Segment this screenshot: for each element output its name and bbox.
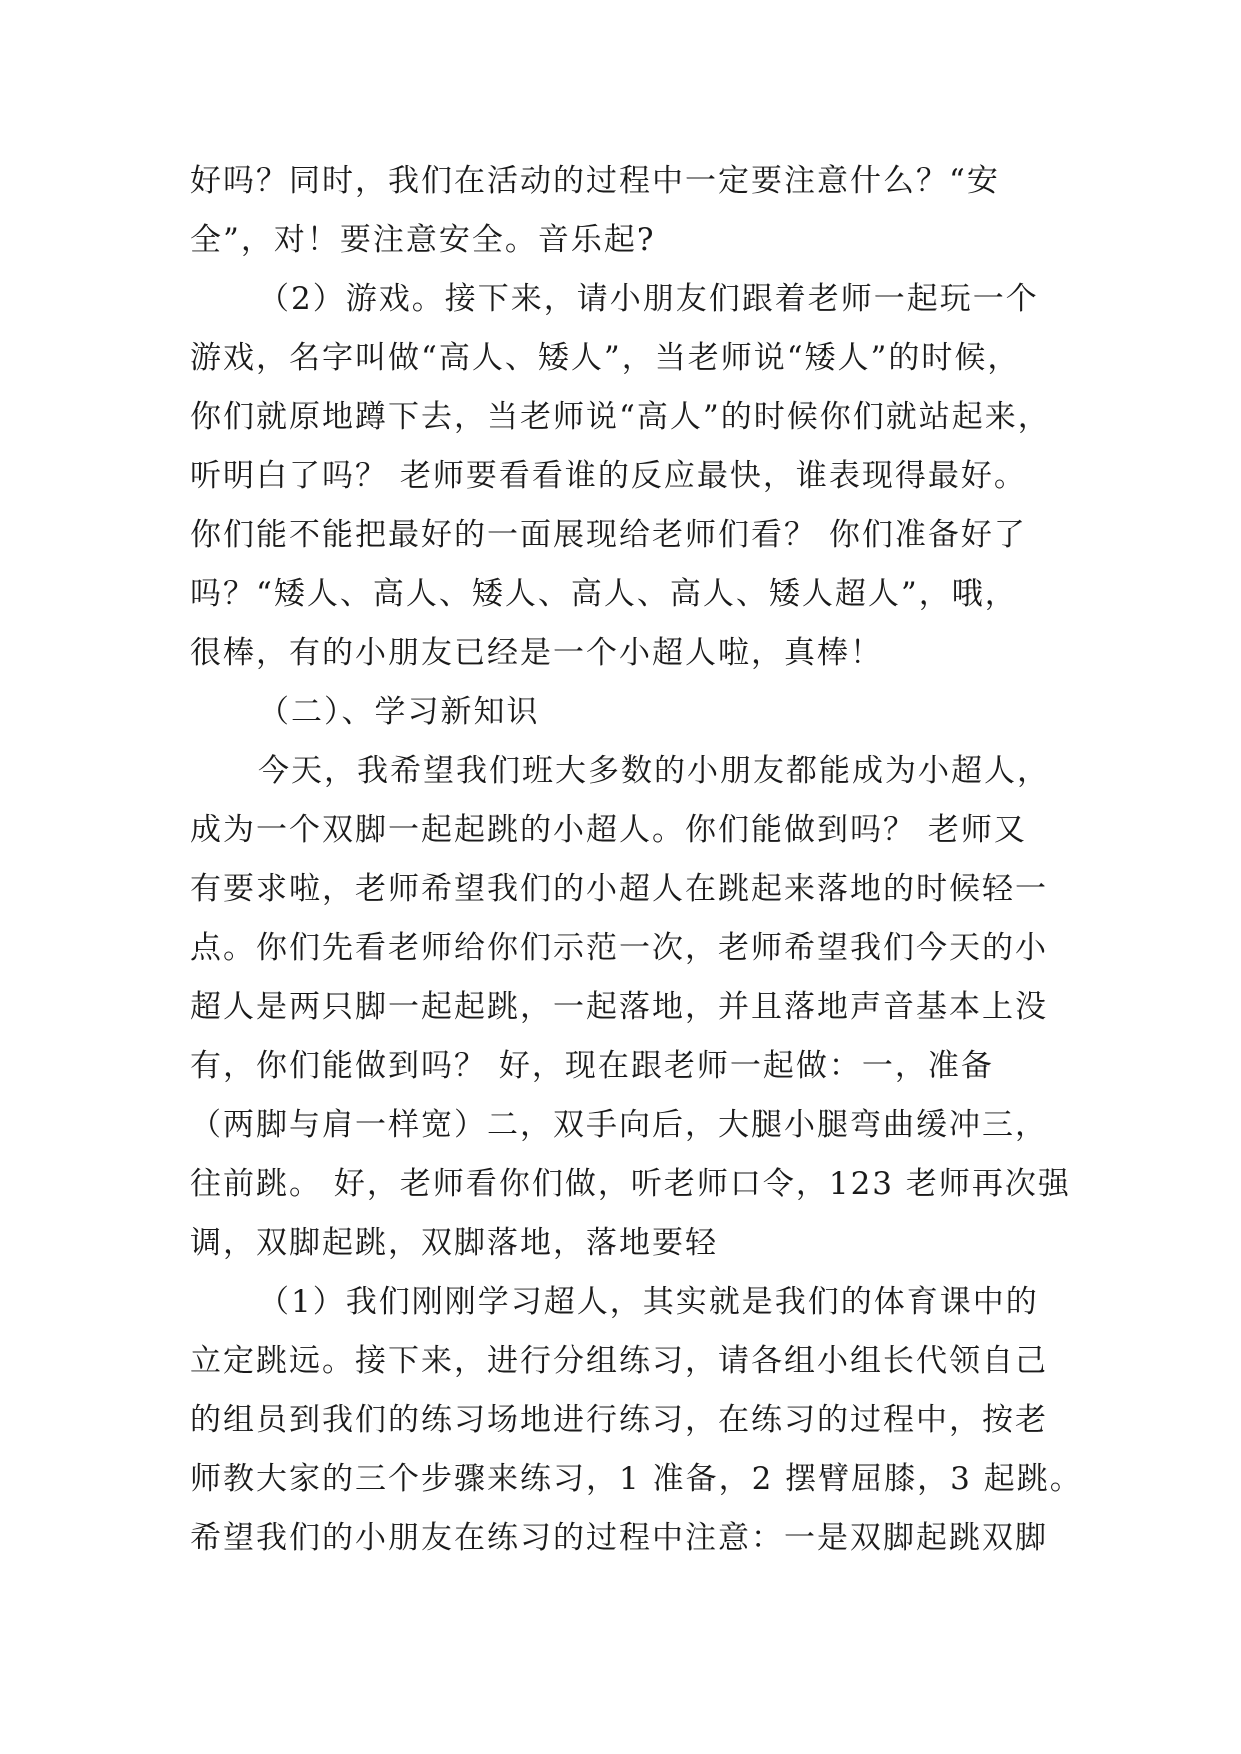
text-line: 调，双脚起跳，双脚落地，落地要轻 (190, 1225, 718, 1261)
text-line: 听明白了吗？ 老师要看看谁的反应最快，谁表现得最好。 (190, 458, 1027, 494)
text-line: 你们能不能把最好的一面展现给老师们看？ 你们准备好了 (190, 517, 1027, 553)
paragraph (190, 270, 1070, 683)
text-line: 师教大家的三个步骤来练习，1 准备，2 摆臂屈膝，3 起跳。 (190, 1461, 1083, 1497)
text-line: 超人是两只脚一起起跳，一起落地，并且落地声音基本上没 (190, 989, 1048, 1025)
text-line: 希望我们的小朋友在练习的过程中注意：一是双脚起跳双脚 (190, 1520, 1048, 1556)
text-line: 很棒，有的小朋友已经是一个小超人啦，真棒！ (190, 635, 883, 671)
text-line: 的组员到我们的练习场地进行练习，在练习的过程中，按老 (190, 1402, 1048, 1438)
text-line: （2）游戏。接下来，请小朋友们跟着老师一起玩一个 (258, 281, 1039, 317)
text-line: 吗？“矮人、高人、矮人、高人、高人、矮人超人”，哦， (190, 576, 1018, 612)
text-line: （1）我们刚刚学习超人，其实就是我们的体育课中的 (258, 1284, 1039, 1320)
document-body (190, 152, 1083, 1568)
text-line: 往前跳。 好，老师看你们做，听老师口令，123 老师再次强 (190, 1166, 1071, 1202)
text-line: 点。你们先看老师给你们示范一次，老师希望我们今天的小 (190, 930, 1048, 966)
paragraph (190, 683, 1070, 742)
text-line: 好吗？同时，我们在活动的过程中一定要注意什么？“安 (190, 163, 1000, 199)
text-line: 全”，对！要注意安全。音乐起? (190, 222, 656, 258)
text-line: （二）、学习新知识 (258, 694, 540, 730)
text-line: 成为一个双脚一起起跳的小超人。你们能做到吗？ 老师又 (190, 812, 1027, 848)
paragraph (190, 1273, 1083, 1568)
text-line: 有，你们能做到吗？ 好，现在跟老师一起做：一，准备 (190, 1048, 994, 1084)
text-line: （两脚与肩一样宽）二，双手向后，大腿小腿弯曲缓冲三， (190, 1107, 1048, 1143)
text-line: 你们就原地蹲下去，当老师说“高人”的时候你们就站起来， (190, 399, 1051, 435)
text-line: 有要求啦，老师希望我们的小超人在跳起来落地的时候轻一 (190, 871, 1048, 907)
paragraph (190, 742, 1070, 1273)
text-line: 游戏，名字叫做“高人、矮人”，当老师说“矮人”的时候， (190, 340, 1021, 376)
paragraph (190, 152, 1070, 270)
text-line: 立定跳远。接下来，进行分组练习，请各组小组长代领自己 (190, 1343, 1048, 1379)
text-line: 今天，我希望我们班大多数的小朋友都能成为小超人， (258, 753, 1050, 789)
